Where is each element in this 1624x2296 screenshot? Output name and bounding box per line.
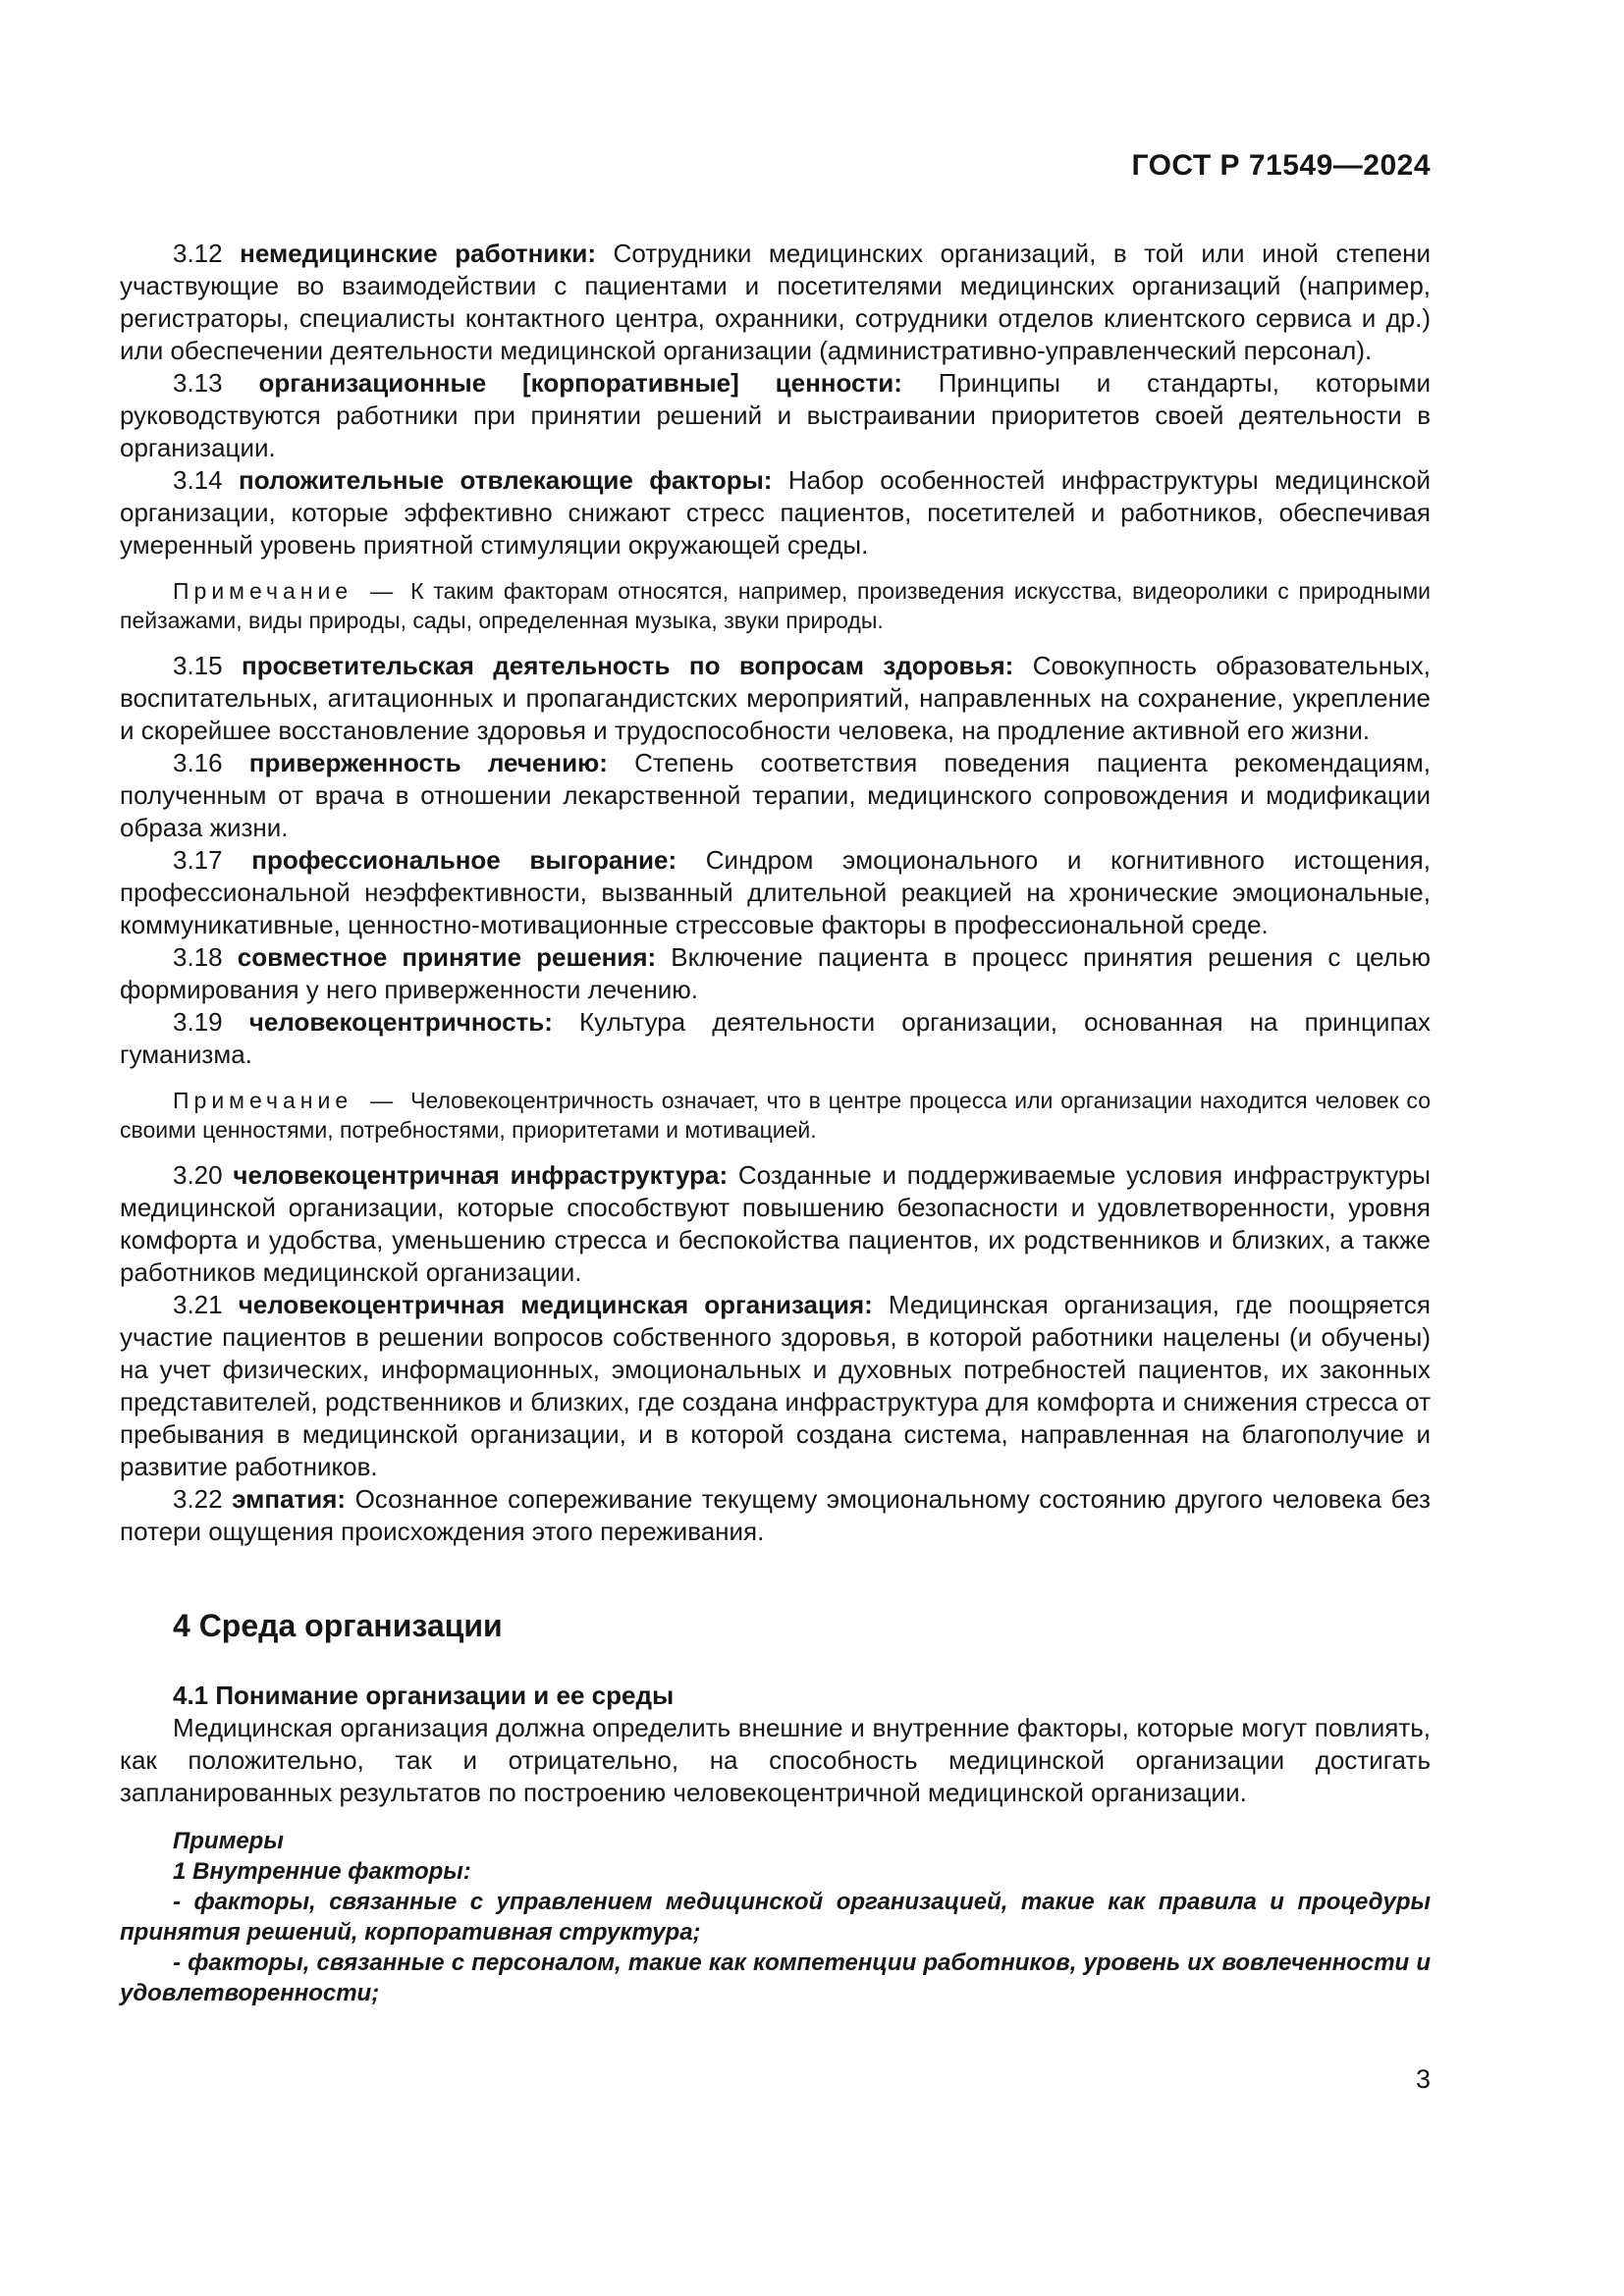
term-entry-3-22 <box>120 1483 1431 1548</box>
term-definition: Включение пациента в процесс принятия решения с целью формирования у него приверженности лечению. <box>120 942 1431 1004</box>
term-number: 3.17 <box>173 845 223 875</box>
term-title: организационные [корпоративные] ценности: <box>258 368 902 398</box>
example-item-1: 1 Внутренние факторы: <box>173 1858 471 1885</box>
example-item-3: - факторы, связанные с персоналом, такие как компетенции работников, уровень их вовлеченности и удовлетворенности; <box>120 1949 1431 2006</box>
term-entry-3-19 <box>120 1006 1431 1071</box>
term-title: человекоцентричная медицинская организация: <box>238 1290 873 1319</box>
term-title: эмпатия: <box>232 1484 347 1514</box>
term-number: 3.19 <box>173 1007 223 1037</box>
note-text: К таким факторам относятся, например, произведения искусства, видеоролики с природными пейзажами, виды природы, сады, определенная музыка, звуки природы. <box>120 578 1431 633</box>
note-3-19 <box>120 1086 1431 1145</box>
term-number: 3.15 <box>173 651 223 680</box>
term-number: 3.22 <box>173 1484 223 1514</box>
term-title: человекоцентричность: <box>248 1007 553 1037</box>
note-label: Примечание <box>173 1088 353 1113</box>
term-entry-3-21 <box>120 1289 1431 1483</box>
term-definition: Синдром эмоционального и когнитивного истощения, профессиональной неэффективности, вызванный длительной реакцией на хронические эмоциональные, коммуникативные, ценностно-мотивационные стрессовые факторы в профессиональной среде. <box>120 845 1431 939</box>
term-definition: Медицинская организация, где поощряется участие пациентов в решении вопросов собственного здоровья, в которой работники нацелены (и обучены) на учет физических, информационных, эмоциональных и духовных потребностей пациентов, их законных представителей, родственников и близких, где создана инфраструктура для комфорта и снижения стресса от пребывания в медицинской организации, и в которой создана система, направленная на благополучие и развитие работников. <box>120 1290 1432 1481</box>
term-title: совместное принятие решения: <box>237 942 657 972</box>
term-definition: Совокупность образовательных, воспитательных, агитационных и пропагандистских мероприятий, направленных на сохранение, укрепление и скорейшее восстановление здоровья и трудоспособности человека, на продление активной его жизни. <box>120 651 1431 745</box>
term-entry-3-14 <box>120 464 1431 561</box>
term-title: положительные отвлекающие факторы: <box>239 465 773 495</box>
page-number: 3 <box>1415 2064 1431 2094</box>
term-number: 3.16 <box>173 748 223 777</box>
term-definition: Степень соответствия поведения пациента рекомендациям, полученным от врача в отношении лекарственной терапии, медицинского сопровождения и модификации образа жизни. <box>120 748 1431 842</box>
term-definition: Набор особенностей инфраструктуры медицинской организации, которые эффективно снижают стресс пациентов, посетителей и работников, обеспечивая умеренный уровень приятной стимуляции окружающей среды. <box>120 465 1431 560</box>
note-text: Человекоцентричность означает, что в центре процесса или организации находится человек со своими ценностями, потребностями, приоритетами и мотивацией. <box>120 1088 1431 1143</box>
page-content <box>120 149 1431 2008</box>
term-definition: Сотрудники медицинских организаций, в той или иной степени участвующие во взаимодействии с пациентами и посетителями медицинских организаций (например, регистраторы, специалисты контактного центра, охранники, сотрудники отделов клиентского сервиса и др.) или обеспечении деятельности медицинской организации (административно-управленческий персонал). <box>120 239 1431 365</box>
term-entry-3-17 <box>120 844 1431 941</box>
term-number: 3.20 <box>173 1160 223 1190</box>
term-title: просветительская деятельность по вопросам здоровья: <box>242 651 1014 680</box>
term-entry-3-16 <box>120 747 1431 844</box>
term-title: приверженность лечению: <box>248 748 608 777</box>
term-definition: Осознанное сопереживание текущему эмоциональному состоянию другого человека без потери ощущения происхождения этого переживания. <box>120 1484 1431 1546</box>
term-number: 3.13 <box>173 368 223 398</box>
note-label: Примечание <box>173 578 353 604</box>
term-entry-3-20 <box>120 1159 1431 1289</box>
term-entry-3-15 <box>120 650 1431 747</box>
examples-block <box>120 1826 1431 2008</box>
term-number: 3.14 <box>173 465 223 495</box>
term-entry-3-18 <box>120 941 1431 1006</box>
term-number: 3.21 <box>173 1290 223 1319</box>
note-dash: — <box>370 578 394 604</box>
term-title: профессиональное выгорание: <box>251 845 677 875</box>
terms-section <box>120 238 1431 1548</box>
term-title: немедицинские работники: <box>240 239 596 268</box>
document-code-header: ГОСТ Р 71549—2024 <box>1131 149 1431 182</box>
note-3-14 <box>120 576 1431 635</box>
note-dash: — <box>370 1088 394 1113</box>
term-definition: Культура деятельности организации, основанная на принципах гуманизма. <box>120 1007 1431 1069</box>
term-number: 3.12 <box>173 239 223 268</box>
term-entry-3-12 <box>120 238 1431 367</box>
term-title: человекоцентричная инфраструктура: <box>233 1160 729 1190</box>
examples-title: Примеры <box>173 1828 284 1854</box>
term-entry-3-13 <box>120 367 1431 464</box>
example-item-2: - факторы, связанные с управлением медицинской организацией, такие как правила и процедуры принятия решений, корпоративная структура; <box>120 1889 1431 1946</box>
subsection-4-1-paragraph: Медицинская организация должна определить внешние и внутренние факторы, которые могут повлиять, как положительно, так и отрицательно, на способность медицинской организации достигать запланированных результатов по построению человекоцентричной медицинской организации. <box>120 1713 1431 1807</box>
subsection-4-1-heading: 4.1 Понимание организации и ее среды <box>173 1681 675 1710</box>
section-4-heading: 4 Среда организации <box>173 1608 503 1643</box>
term-number: 3.18 <box>173 942 223 972</box>
term-definition: Принципы и стандарты, которыми руководствуются работники при принятии решений и выстраивании приоритетов своей деятельности в организации. <box>120 368 1431 462</box>
term-definition: Созданные и поддерживаемые условия инфраструктуры медицинской организации, которые способствуют повышению безопасности и удовлетворенности, уровня комфорта и удобства, уменьшению стресса и беспокойства пациентов, их родственников и близких, а также работников медицинской организации. <box>120 1160 1431 1287</box>
